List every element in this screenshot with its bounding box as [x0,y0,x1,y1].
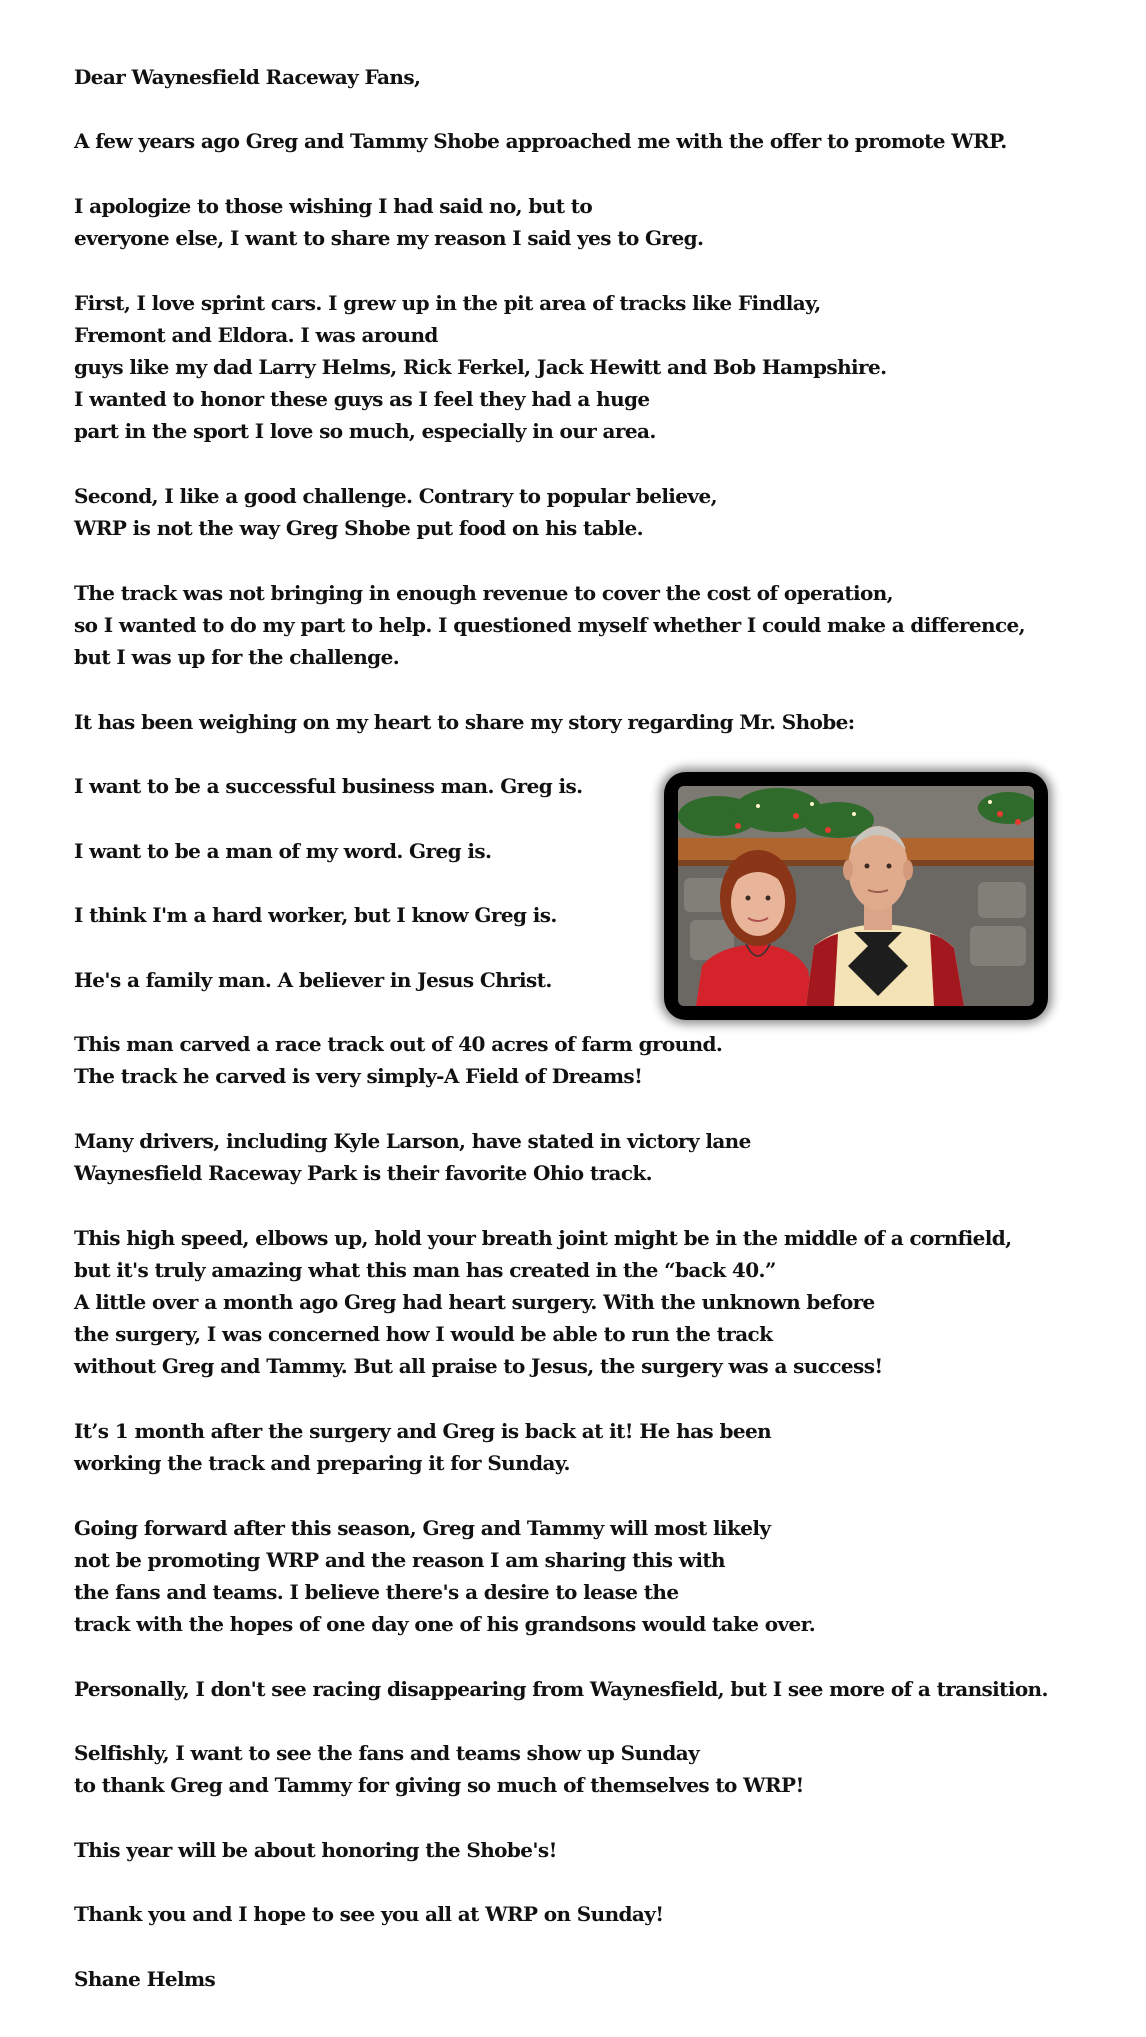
letter-line: not be promoting WRP and the reason I am sharing this with [74,1548,725,1572]
letter-line: I want to be a man of my word. Greg is. [74,839,492,863]
letter-line: Second, I like a good challenge. Contrary to popular believe, [74,484,717,508]
letter-line: This high speed, elbows up, hold your breath joint might be in the middle of a cornfield, [74,1226,1012,1250]
letter-line: I apologize to those wishing I had said no, but to [74,194,593,218]
letter-line: The track he carved is very simply-A Field of Dreams! [74,1064,643,1088]
letter-line: Waynesfield Raceway Park is their favorite Ohio track. [74,1161,653,1185]
letter-line: Thank you and I hope to see you all at WRP on Sunday! [74,1902,664,1926]
letter-line: Dear Waynesfield Raceway Fans, [74,65,421,89]
letter-line: Selfishly, I want to see the fans and teams show up Sunday [74,1741,700,1765]
letter-line: WRP is not the way Greg Shobe put food on his table. [74,516,643,540]
letter-line: but it's truly amazing what this man has created in the “back 40.” [74,1258,776,1282]
letter-line: I want to be a successful business man. Greg is. [74,774,583,798]
letter-line: This man carved a race track out of 40 acres of farm ground. [74,1032,723,1056]
letter-line: The track was not bringing in enough revenue to cover the cost of operation, [74,581,894,605]
letter-line: Shane Helms [74,1967,216,1991]
letter-line: It has been weighing on my heart to share my story regarding Mr. Shobe: [74,710,855,734]
letter-line: without Greg and Tammy. But all praise to Jesus, the surgery was a success! [74,1354,883,1378]
letter-line: Many drivers, including Kyle Larson, have stated in victory lane [74,1129,751,1153]
letter-line: the surgery, I was concerned how I would be able to run the track [74,1322,773,1346]
letter-line: so I wanted to do my part to help. I questioned myself whether I could make a difference, [74,613,1026,637]
letter-line: A little over a month ago Greg had heart surgery. With the unknown before [74,1290,875,1314]
letter-line: I think I'm a hard worker, but I know Greg is. [74,903,557,927]
letter-line: It’s 1 month after the surgery and Greg is back at it! He has been [74,1419,772,1443]
letter-line: This year will be about honoring the Shobe's! [74,1838,557,1862]
letter-line: part in the sport I love so much, especially in our area. [74,419,656,443]
couple-photo-icon [678,786,1034,1006]
letter-line: He's a family man. A believer in Jesus Christ. [74,968,552,992]
letter-line: Going forward after this season, Greg and Tammy will most likely [74,1516,771,1540]
letter-line: First, I love sprint cars. I grew up in the pit area of tracks like Findlay, [74,291,821,315]
letter-line: to thank Greg and Tammy for giving so much of themselves to WRP! [74,1773,804,1797]
letter-line: A few years ago Greg and Tammy Shobe approached me with the offer to promote WRP. [74,129,1007,153]
letter-line: working the track and preparing it for Sunday. [74,1451,570,1475]
letter-line: Personally, I don't see racing disappearing from Waynesfield, but I see more of a transition. [74,1677,1048,1701]
photo-frame [664,772,1048,1020]
letter-line: guys like my dad Larry Helms, Rick Ferkel, Jack Hewitt and Bob Hampshire. [74,355,887,379]
letter-line: everyone else, I want to share my reason I said yes to Greg. [74,226,704,250]
letter-line: Fremont and Eldora. I was around [74,323,438,347]
letter-line: but I was up for the challenge. [74,645,400,669]
letter-line: track with the hopes of one day one of his grandsons would take over. [74,1612,816,1636]
letter-line: the fans and teams. I believe there's a desire to lease the [74,1580,679,1604]
letter-line: I wanted to honor these guys as I feel they had a huge [74,387,650,411]
